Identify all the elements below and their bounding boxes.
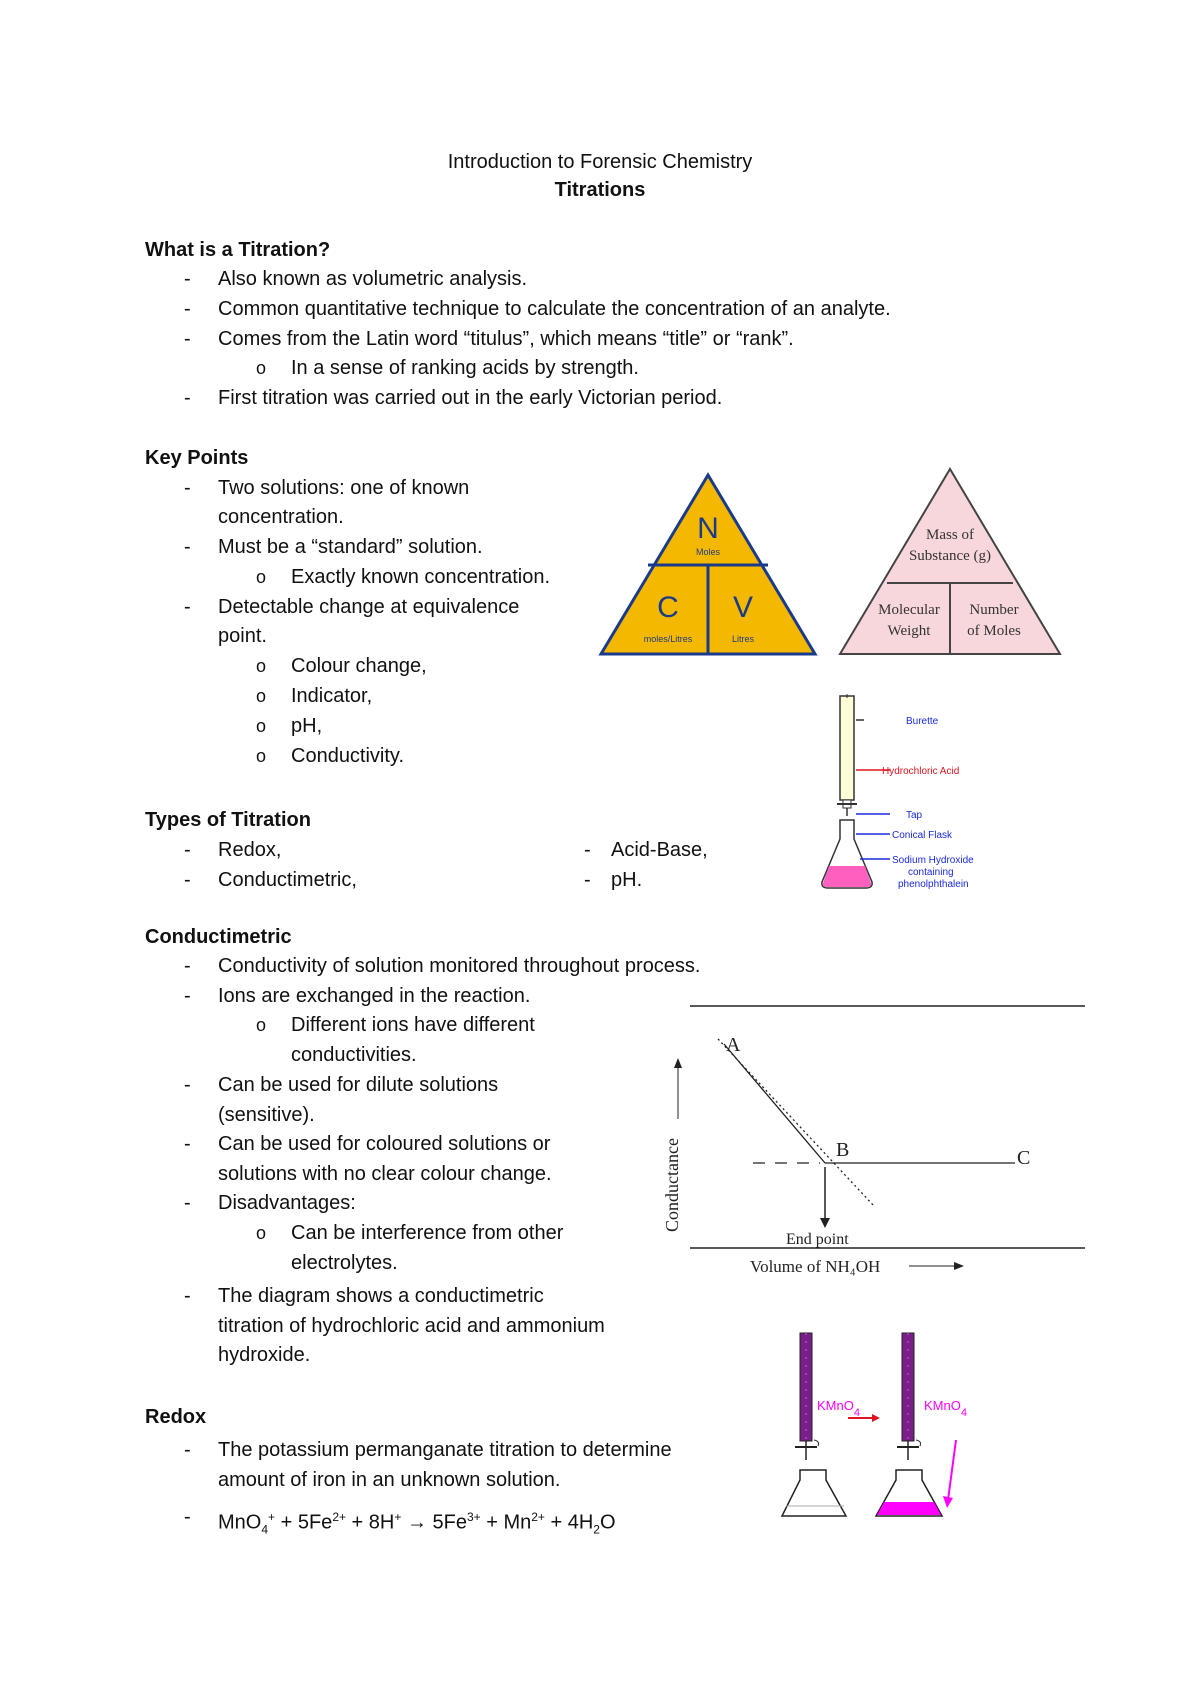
list-item-continued: solutions with no clear colour change. [218,1163,552,1185]
containing-label: containing [908,867,954,878]
ncv-c-label: moles/Litres [643,634,693,644]
dash-marker: - [584,869,591,891]
list-item: Also known as volumetric analysis. [218,268,528,290]
point-a-label: A [726,1034,741,1056]
ncv-triangle-diagram [598,472,818,657]
kmno4-left-text: KMnO [817,1398,854,1413]
list-item-continued: hydroxide. [218,1344,311,1366]
bullet-marker: o [256,1015,267,1035]
list-item: Common quantitative technique to calculate the concentration of an analyte. [218,298,891,320]
dash-marker: - [184,985,191,1007]
dash-marker: - [584,839,591,861]
tap-label: Tap [906,810,923,821]
dash-marker: - [184,1285,191,1307]
type-item-conductimetric: Conductimetric, [218,869,357,891]
dash-marker: - [184,328,191,350]
sub-list-item-continued: conductivities. [291,1044,417,1066]
conductance-graph [660,1004,1100,1284]
eq-sup: + [268,1510,276,1524]
dash-marker: - [184,1439,191,1461]
bullet-marker: o [256,358,267,378]
type-item-acid-base: Acid-Base, [611,839,708,861]
mass-left-line1: Molecular [878,602,940,618]
phenolphthalein-label: phenolphthalein [898,879,969,890]
list-item: Detectable change at equivalence [218,596,520,618]
list-item-continued: concentration. [218,506,344,528]
ncv-n: N [697,512,719,545]
section-heading-key-points: Key Points [145,447,249,469]
kmno4-right-label [924,1398,967,1419]
eq-sup: + [394,1510,402,1524]
y-axis-label: Conductance [662,1138,682,1232]
dash-marker: - [184,596,191,618]
bullet-marker: o [256,567,267,587]
eq-part: O [599,1511,616,1534]
ncv-n-label: Moles [695,547,721,557]
conical-flask-label: Conical Flask [892,830,953,841]
sub-list-item: In a sense of ranking acids by strength. [291,357,639,379]
list-item-continued: titration of hydrochloric acid and ammonium [218,1315,605,1337]
mass-left-line2: Weight [887,623,931,639]
dash-marker: - [184,477,191,499]
mass-right-line2: of Moles [967,623,1021,639]
ncv-c: C [657,591,679,624]
mass-top-line2: Substance (g) [908,548,992,564]
sub-list-item: Different ions have different [291,1014,535,1036]
eq-arrow: → [406,1511,427,1534]
ncv-v-label: Litres [731,634,755,644]
section-heading-redox: Redox [145,1406,207,1428]
list-item: The potassium permanganate titration to determine [218,1439,672,1461]
dash-marker: - [184,536,191,558]
section-heading-conductimetric: Conductimetric [145,926,292,948]
mass-right-line1: Number [969,602,1019,618]
sub-list-item: Colour change, [291,655,427,677]
mass-top-line1: Mass of [926,527,974,543]
list-item: First titration was carried out in the early Victorian period. [218,387,723,409]
hydrochloric-acid-label: Hydrochloric Acid [882,766,960,777]
type-item-ph: pH. [611,869,643,891]
sub-list-item: Indicator, [291,685,373,707]
eq-part: 5Fe [426,1511,467,1534]
list-item: Comes from the Latin word “titulus”, which means “title” or “rank”. [218,328,794,350]
list-item: Must be a “standard” solution. [218,536,483,558]
sub-list-item: pH, [291,715,323,737]
kmno4-right-text: KMnO [924,1398,961,1413]
list-item: Can be used for coloured solutions or [218,1133,551,1155]
sub-list-item: Conductivity. [291,745,405,767]
document-subtitle: Titrations [554,179,646,201]
point-b-label: B [836,1139,850,1161]
section-heading-what-is: What is a Titration? [145,239,331,261]
dash-marker: - [184,387,191,409]
eq-sub: 2 [593,1522,600,1537]
bullet-marker: o [256,746,267,766]
eq-sub: 4 [261,1522,269,1537]
dash-marker: - [184,1506,191,1528]
list-item: Disadvantages: [218,1192,356,1214]
list-item-continued: amount of iron in an unknown solution. [218,1469,561,1491]
burette-apparatus-diagram [810,694,990,894]
list-item-continued: point. [218,625,267,647]
eq-sup: 2+ [531,1510,545,1524]
burette-label: Burette [906,716,939,727]
eq-sup: 2+ [332,1510,346,1524]
list-item: Ions are exchanged in the reaction. [218,985,531,1007]
kmno4-left-sub: 4 [853,1407,860,1419]
eq-part: + 5Fe [275,1511,333,1534]
eq-part: + 4H [544,1511,594,1534]
bullet-marker: o [256,1223,267,1243]
x-axis-label: Volume of NH₄OH [750,1257,881,1276]
dash-marker: - [184,268,191,290]
sodium-hydroxide-label: Sodium Hydroxide [892,855,974,866]
document-title: Introduction to Forensic Chemistry [447,151,753,173]
end-point-label: End point [786,1231,849,1248]
eq-part: + 8H [346,1511,395,1534]
redox-equation [218,1505,616,1542]
eq-sup: 3+ [466,1510,481,1524]
kmno4-right-sub: 4 [960,1407,967,1419]
point-c-label: C [1017,1147,1031,1169]
ncv-v: V [732,591,754,624]
list-item-continued: (sensitive). [218,1104,315,1126]
type-item-redox: Redox, [218,839,282,861]
kmno4-left-label [817,1398,860,1419]
bullet-marker: o [256,656,267,676]
dash-marker: - [184,869,191,891]
eq-part: + Mn [480,1511,532,1534]
eq-part: MnO [218,1511,262,1534]
dash-marker: - [184,1074,191,1096]
mass-triangle-diagram [837,466,1063,658]
dash-marker: - [184,1192,191,1214]
sub-list-item: Can be interference from other [291,1222,564,1244]
sub-list-item-continued: electrolytes. [291,1252,398,1274]
list-item: Conductivity of solution monitored throughout process. [218,955,701,977]
section-heading-types: Types of Titration [145,809,311,831]
dash-marker: - [184,1133,191,1155]
list-item: The diagram shows a conductimetric [218,1285,544,1307]
dash-marker: - [184,298,191,320]
bullet-marker: o [256,716,267,736]
dash-marker: - [184,839,191,861]
bullet-marker: o [256,686,267,706]
kmno4-titration-diagram [780,1330,970,1535]
list-item: Can be used for dilute solutions [218,1074,499,1096]
list-item: Two solutions: one of known [218,477,470,499]
dash-marker: - [184,955,191,977]
sub-list-item: Exactly known concentration. [291,566,551,588]
